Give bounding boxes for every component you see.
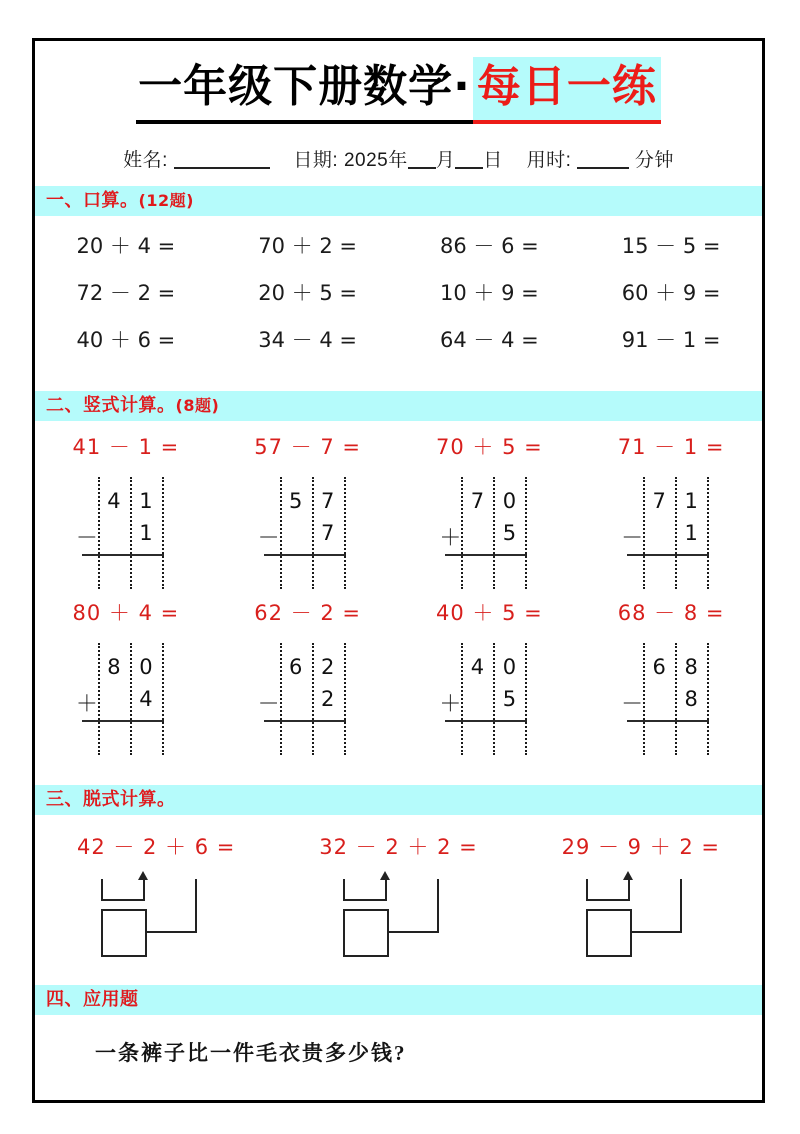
section-header-1 (35, 186, 762, 216)
vertical-top-ones: 2 (320, 655, 335, 679)
up-arrow-icon (623, 871, 633, 880)
vertical-operator: － (75, 526, 98, 551)
third-term-stem (437, 879, 439, 933)
vertical-figure[interactable] (74, 477, 178, 589)
section-header-3 (35, 785, 762, 815)
vertical-problem[interactable] (580, 431, 762, 589)
date-field-group (293, 150, 502, 171)
oral-row (35, 230, 762, 260)
column-divider (493, 477, 495, 589)
vertical-top-tens: 7 (652, 489, 666, 513)
answer-box[interactable] (343, 909, 389, 957)
day-unit: 日 (483, 150, 503, 171)
section-1-count: (12题) (138, 191, 194, 210)
column-divider (312, 643, 314, 755)
name-field-group (123, 150, 270, 171)
up-arrow-icon (138, 871, 148, 880)
vertical-sum-rule (445, 720, 527, 722)
vertical-top-tens: 7 (470, 489, 485, 513)
vertical-figure[interactable] (437, 477, 541, 589)
vertical-sum-rule (264, 554, 346, 556)
vertical-top-tens: 8 (107, 655, 121, 679)
column-divider (280, 477, 282, 589)
step-problem[interactable] (35, 831, 277, 961)
column-divider (643, 643, 645, 755)
step-expression: 32 － 2 ＋ 2 = (319, 835, 478, 859)
vertical-operator: － (257, 692, 280, 717)
column-divider (344, 643, 346, 755)
vertical-top-ones: 0 (502, 489, 517, 513)
vertical-problem[interactable] (580, 597, 762, 755)
section-4-title: 四、应用题 (46, 989, 139, 1010)
oral-problem[interactable]: 64 － 4 = (440, 328, 539, 352)
vertical-math-section (35, 421, 762, 771)
oral-problem[interactable]: 20 ＋ 4 = (76, 234, 176, 258)
vertical-bottom-ones: 1 (684, 521, 698, 545)
column-divider (461, 643, 463, 755)
vertical-top-ones: 8 (684, 655, 698, 679)
vertical-figure[interactable] (437, 643, 541, 755)
title-black-part: 一年级下册数学· (136, 57, 473, 124)
column-divider (344, 477, 346, 589)
oral-problem[interactable]: 10 ＋ 9 = (440, 281, 539, 305)
vertical-top-ones: 0 (502, 655, 517, 679)
column-divider (98, 643, 100, 755)
vertical-bottom-ones: 8 (684, 687, 698, 711)
vertical-figure[interactable] (256, 477, 360, 589)
time-unit: 分钟 (634, 150, 674, 171)
vertical-problem[interactable] (399, 431, 581, 589)
vertical-top-ones: 1 (139, 489, 153, 513)
step-diagram (566, 865, 716, 961)
step-row (35, 831, 762, 961)
bracket-right-stem (385, 879, 387, 901)
vertical-expression: 71 － 1 = (617, 435, 725, 459)
section-1-title: 一、口算。 (46, 190, 139, 211)
date-label: 日期: (293, 150, 339, 171)
section-header-2 (35, 391, 762, 421)
name-label: 姓名: (123, 150, 168, 171)
oral-problem[interactable]: 86 － 6 = (440, 234, 539, 258)
vertical-figure[interactable] (619, 477, 723, 589)
student-info-line (35, 145, 762, 172)
title-red-part: 每日一练 (473, 57, 661, 124)
oral-problem[interactable]: 34 － 4 = (258, 328, 357, 352)
step-diagram (81, 865, 231, 961)
vertical-bottom-ones: 7 (320, 521, 335, 545)
step-problem[interactable] (277, 831, 519, 961)
time-label: 用时: (526, 150, 572, 171)
oral-problem[interactable]: 40 ＋ 6 = (76, 328, 176, 352)
step-expression: 42 － 2 ＋ 6 = (76, 835, 236, 859)
name-input-blank[interactable] (174, 167, 270, 169)
bracket-right-stem (143, 879, 145, 901)
oral-row (35, 277, 762, 307)
oral-row (35, 324, 762, 354)
vertical-expression: 80 ＋ 4 = (72, 601, 180, 625)
section-2-count: (8题) (175, 396, 220, 415)
oral-problem[interactable]: 15 － 5 = (621, 234, 721, 258)
section-2-title: 二、竖式计算。 (46, 395, 176, 416)
vertical-sum-rule (82, 720, 164, 722)
vertical-bottom-ones: 5 (502, 687, 517, 711)
oral-problem[interactable]: 20 ＋ 5 = (258, 281, 357, 305)
vertical-problem[interactable] (35, 597, 217, 755)
column-divider (707, 643, 709, 755)
vertical-top-ones: 7 (320, 489, 335, 513)
vertical-figure[interactable] (74, 643, 178, 755)
vertical-top-tens: 6 (288, 655, 303, 679)
bracket-top-bar (586, 899, 630, 901)
page-title (35, 57, 762, 131)
word-problem-section (35, 1015, 762, 1103)
bracket-top-bar (101, 899, 145, 901)
bracket-left-stem (343, 879, 345, 901)
vertical-top-ones: 0 (139, 655, 153, 679)
vertical-expression: 41 － 1 = (72, 435, 180, 459)
vertical-sum-rule (445, 554, 527, 556)
time-input-blank[interactable] (577, 167, 629, 169)
box-connector-line (630, 931, 682, 933)
vertical-top-tens: 4 (470, 655, 485, 679)
third-term-stem (680, 879, 682, 933)
oral-problem[interactable]: 60 ＋ 9 = (621, 281, 721, 305)
month-unit: 月 (435, 150, 456, 171)
vertical-top-ones: 1 (684, 489, 698, 513)
section-header-4 (35, 985, 762, 1015)
vertical-top-tens: 4 (107, 489, 121, 513)
vertical-operator: ＋ (439, 692, 462, 717)
vertical-bottom-ones: 1 (139, 521, 153, 545)
vertical-expression: 57 － 7 = (254, 435, 361, 459)
column-divider (280, 643, 282, 755)
vertical-top-tens: 5 (288, 489, 303, 513)
column-divider (162, 477, 164, 589)
month-input-blank[interactable] (408, 167, 436, 169)
column-divider (130, 643, 132, 755)
day-input-blank[interactable] (455, 167, 483, 169)
vertical-row (35, 431, 762, 589)
column-divider (162, 643, 164, 755)
vertical-figure[interactable] (619, 643, 723, 755)
vertical-problem[interactable] (217, 597, 399, 755)
step-calc-section (35, 815, 762, 971)
vertical-bottom-ones: 2 (320, 687, 335, 711)
vertical-bottom-ones: 4 (139, 687, 153, 711)
section-3-title: 三、脱式计算。 (46, 789, 176, 810)
column-divider (312, 477, 314, 589)
vertical-expression: 68 － 8 = (617, 601, 725, 625)
bracket-left-stem (586, 879, 588, 901)
column-divider (675, 477, 677, 589)
vertical-operator: ＋ (439, 526, 462, 551)
column-divider (461, 477, 463, 589)
vertical-sum-rule (82, 554, 164, 556)
column-divider (525, 643, 527, 755)
vertical-bottom-ones: 5 (502, 521, 517, 545)
vertical-figure[interactable] (256, 643, 360, 755)
vertical-operator: － (257, 526, 280, 551)
oral-problem[interactable]: 72 － 2 = (76, 281, 176, 305)
bracket-left-stem (101, 879, 103, 901)
oral-problem[interactable]: 91 － 1 = (621, 328, 721, 352)
column-divider (675, 643, 677, 755)
column-divider (643, 477, 645, 589)
vertical-expression: 40 ＋ 5 = (436, 601, 543, 625)
column-divider (493, 643, 495, 755)
answer-box[interactable] (586, 909, 632, 957)
vertical-operator: － (621, 692, 644, 717)
vertical-expression: 70 ＋ 5 = (436, 435, 543, 459)
column-divider (130, 477, 132, 589)
vertical-problem[interactable] (35, 431, 217, 589)
date-year: 2025年 (343, 150, 408, 171)
column-divider (525, 477, 527, 589)
vertical-problem[interactable] (217, 431, 399, 589)
worksheet-page (32, 38, 765, 1103)
vertical-operator: ＋ (75, 692, 98, 717)
column-divider (98, 477, 100, 589)
third-term-stem (195, 879, 197, 933)
vertical-row (35, 597, 762, 755)
vertical-operator: － (621, 526, 644, 551)
vertical-sum-rule (264, 720, 346, 722)
step-diagram (323, 865, 473, 961)
oral-math-section (35, 216, 762, 377)
bracket-top-bar (343, 899, 387, 901)
answer-box[interactable] (101, 909, 147, 957)
vertical-expression: 62 － 2 = (254, 601, 361, 625)
column-divider (707, 477, 709, 589)
box-connector-line (387, 931, 439, 933)
word-problem-question: 一条裤子比一件毛衣贵多少钱? (95, 1041, 407, 1065)
bracket-right-stem (628, 879, 630, 901)
up-arrow-icon (380, 871, 390, 880)
vertical-sum-rule (627, 554, 709, 556)
time-field-group (527, 150, 674, 171)
step-problem[interactable] (520, 831, 762, 961)
vertical-problem[interactable] (399, 597, 581, 755)
step-expression: 29 － 9 ＋ 2 = (561, 835, 721, 859)
vertical-sum-rule (627, 720, 709, 722)
oral-problem[interactable]: 70 ＋ 2 = (258, 234, 357, 258)
box-connector-line (145, 931, 197, 933)
vertical-top-tens: 6 (652, 655, 666, 679)
